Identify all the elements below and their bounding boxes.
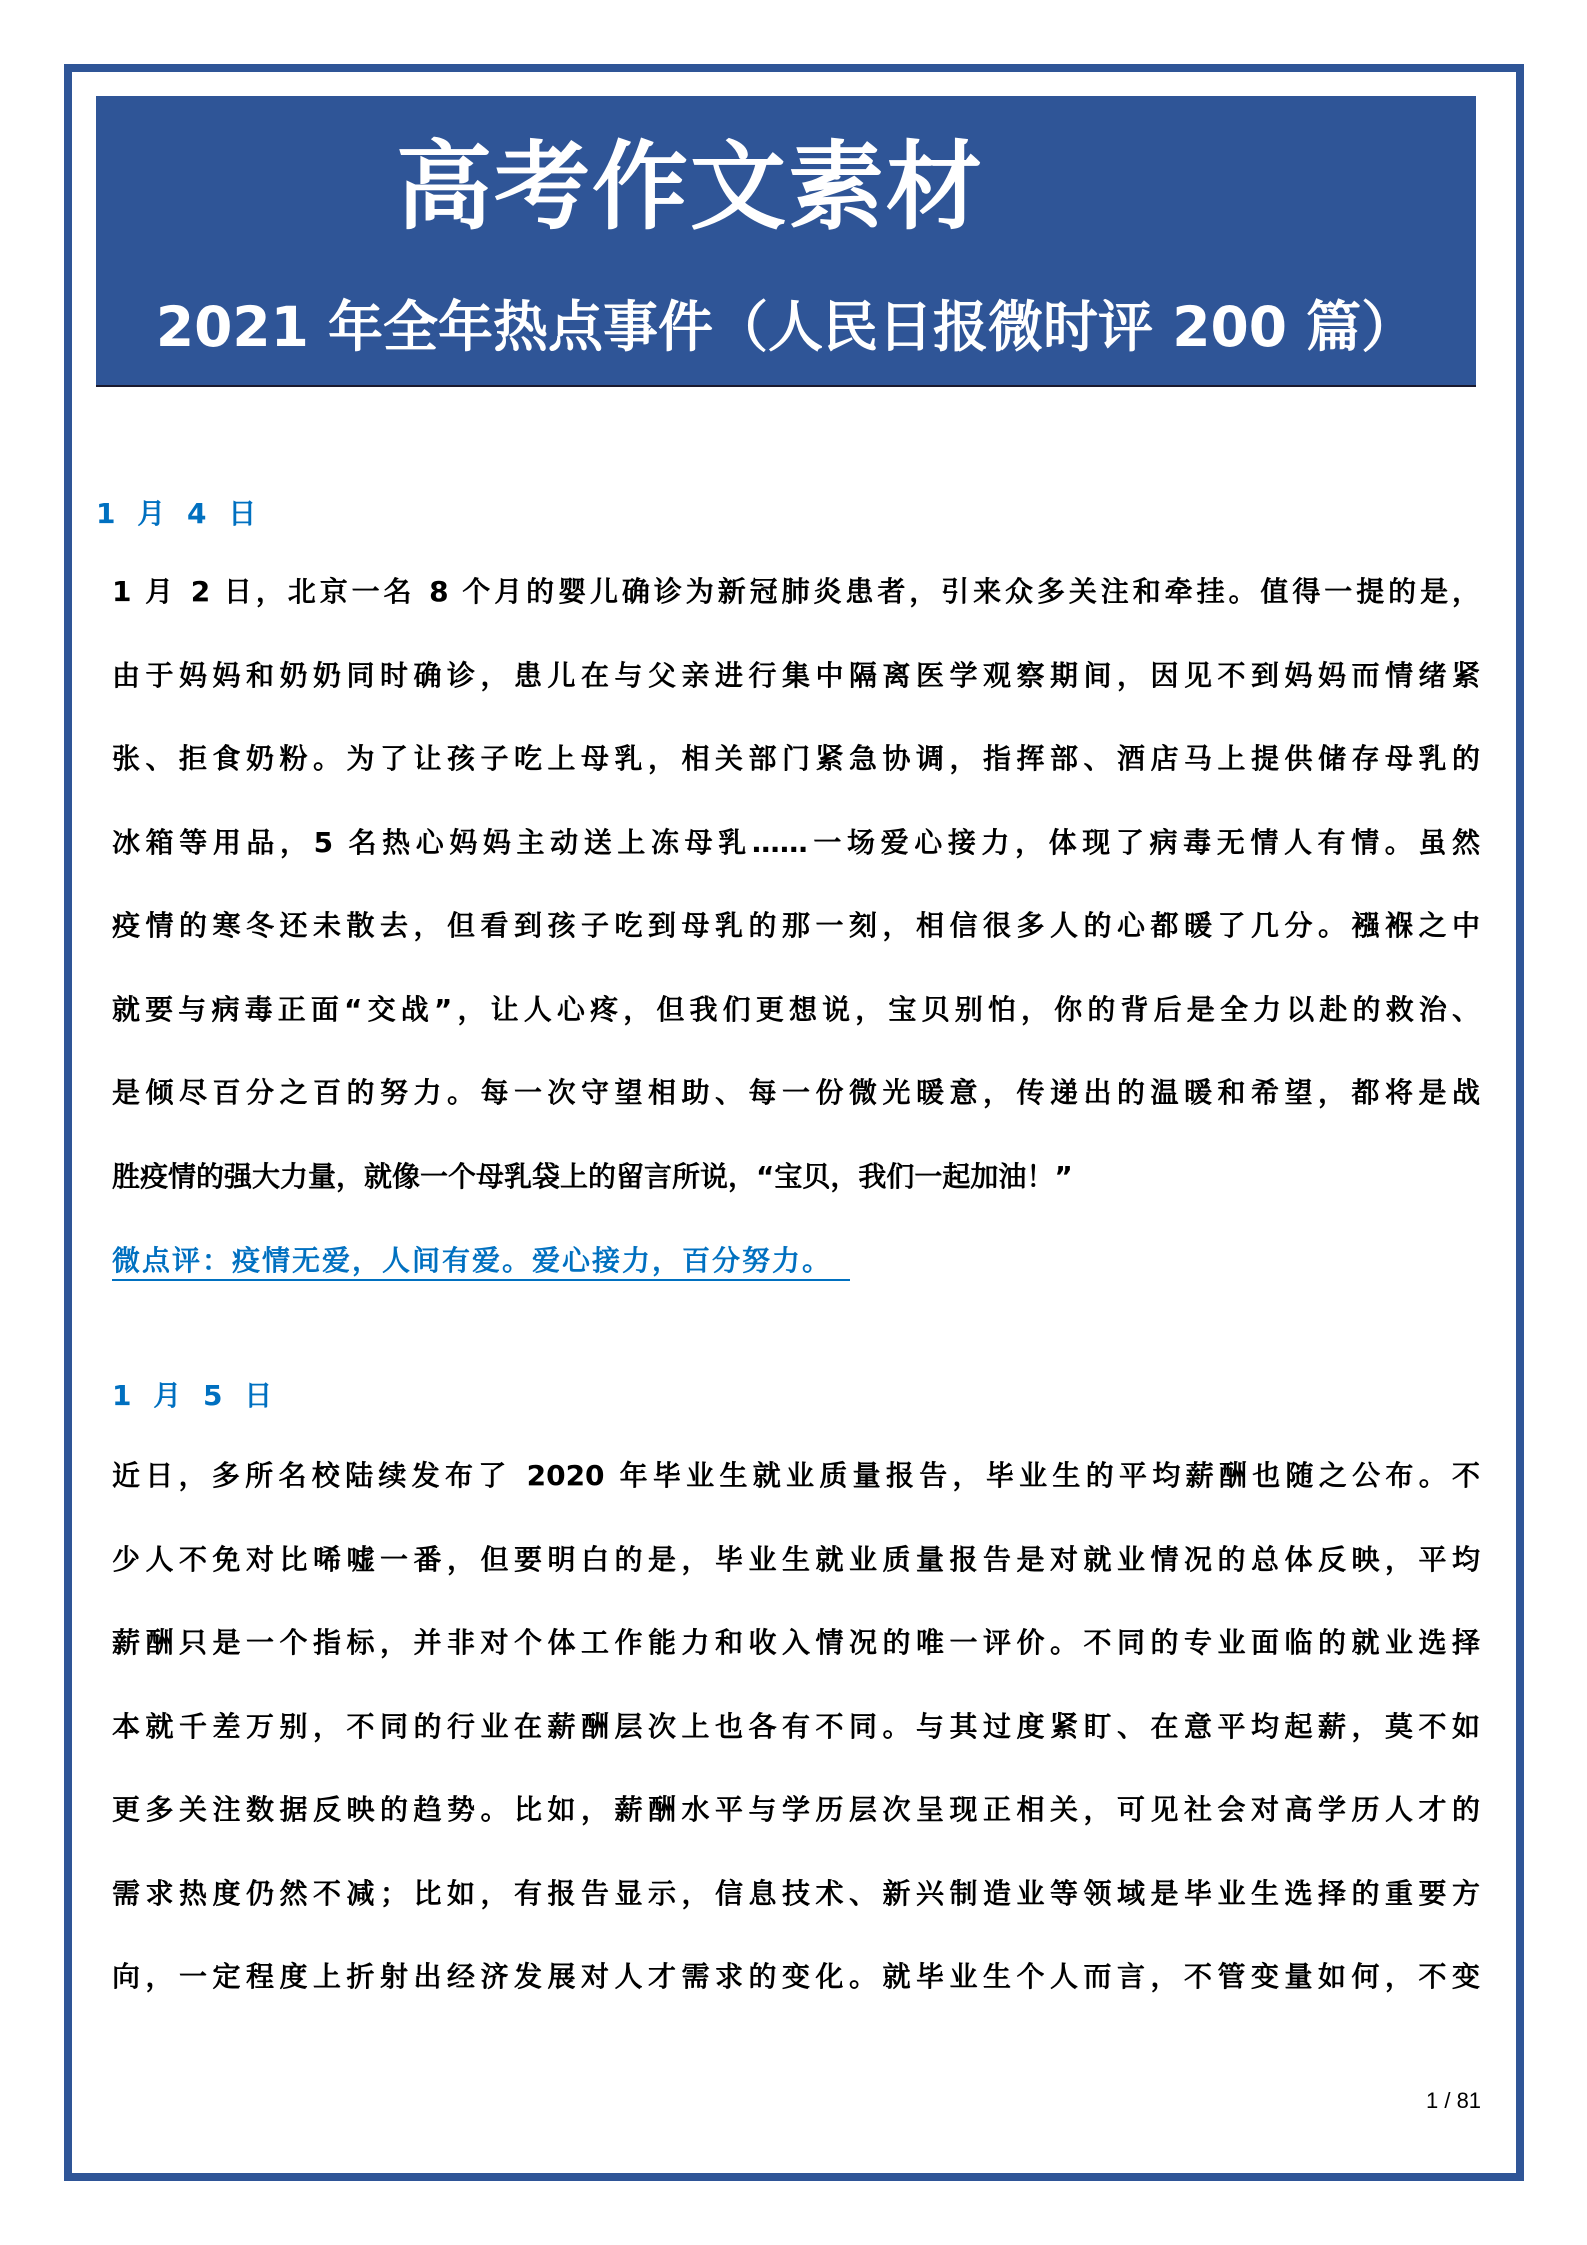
body-line: 冰箱等用品，5 名热心妈妈主动送上冻母乳……一场爱心接力，体现了病毒无情人有情。虽然 — [112, 825, 1480, 859]
page-number: 1 / 81 — [1426, 2088, 1482, 2113]
document-title: 高考作文素材 — [396, 131, 984, 243]
section-body — [112, 574, 1480, 1242]
body-line: 疫情的寒冬还未散去，但看到孩子吃到母乳的那一刻，相信很多人的心都暖了几分。襁褓之中 — [112, 909, 1480, 942]
body-line: 胜疫情的强大力量，就像一个母乳袋上的留言所说，“宝贝，我们一起加油！” — [112, 1159, 1073, 1193]
section-body — [112, 1458, 1480, 2043]
body-line: 近日，多所名校陆续发布了 2020 年毕业生就业质量报告，毕业生的平均薪酬也随之公布。不 — [112, 1459, 1480, 1492]
body-line: 薪酬只是一个指标，并非对个体工作能力和收入情况的唯一评价。不同的专业面临的就业选择 — [112, 1626, 1480, 1659]
section-date-heading: 1 月 4 日 — [96, 497, 263, 530]
micro-comment-link[interactable]: 微点评：疫情无爱，人间有爱。爱心接力，百分努力。 — [112, 1243, 850, 1281]
body-line: 需求热度仍然不减；比如，有报告显示，信息技术、新兴制造业等领域是毕业生选择的重要方 — [112, 1876, 1480, 1910]
body-line: 就要与病毒正面“交战”，让人心疼，但我们更想说，宝贝别怕，你的背后是全力以赴的救治、 — [112, 992, 1480, 1026]
body-line: 是倾尽百分之百的努力。每一次守望相助、每一份微光暖意，传递出的温暖和希望，都将是战 — [112, 1076, 1480, 1109]
body-line: 少人不免对比唏嘘一番，但要明白的是，毕业生就业质量报告是对就业情况的总体反映，平均 — [112, 1542, 1480, 1576]
section-date-heading: 1 月 5 日 — [112, 1379, 279, 1412]
body-line: 更多关注数据反映的趋势。比如，薪酬水平与学历层次呈现正相关，可见社会对高学历人才的 — [112, 1793, 1480, 1826]
body-line: 本就千差万别，不同的行业在薪酬层次上也各有不同。与其过度紧盯、在意平均起薪，莫不如 — [112, 1709, 1480, 1743]
body-line: 由于妈妈和奶奶同时确诊，患儿在与父亲进行集中隔离医学观察期间，因见不到妈妈而情绪紧 — [112, 658, 1480, 692]
body-line: 向，一定程度上折射出经济发展对人才需求的变化。就毕业生个人而言，不管变量如何，不变 — [112, 1960, 1480, 1993]
document-subtitle: 2021 年全年热点事件（人民日报微时评 200 篇） — [155, 295, 1417, 359]
body-line: 张、拒食奶粉。为了让孩子吃上母乳，相关部门紧急协调，指挥部、酒店马上提供储存母乳的 — [112, 742, 1480, 775]
body-line: 1 月 2 日，北京一名 8 个月的婴儿确诊为新冠肺炎患者，引来众多关注和牵挂。值得一提的是， — [112, 575, 1480, 608]
header-banner — [96, 96, 1476, 387]
